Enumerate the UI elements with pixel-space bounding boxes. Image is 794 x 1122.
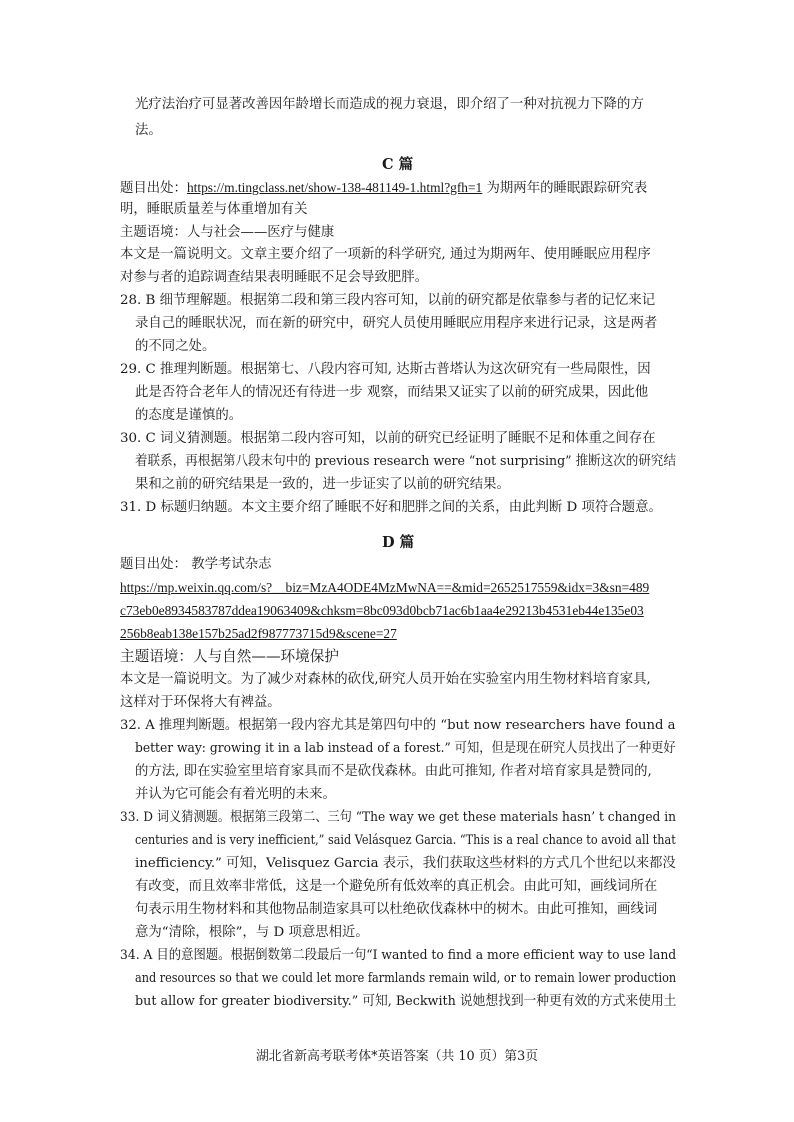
source-label: 题目出处： xyxy=(120,181,187,196)
answer-30-line: 着联系，再根据第八段末句中的 previous research were “not surprising” 推断这次的研究结 xyxy=(135,454,677,469)
answer-33-line: 33. D 词义猜测题。根据第三段第二、三句 “The way we get these materials hasn’ t changed in xyxy=(120,810,676,825)
theme-line: 主题语境：人与自然——环境保护 xyxy=(120,648,339,665)
answer-29-line: 的态度是谨慎的。 xyxy=(135,408,243,423)
section-d-heading: D 篇 xyxy=(382,534,415,551)
source-line xyxy=(120,178,647,199)
answer-28-line: 的不同之处。 xyxy=(135,339,216,354)
intro-line: 对参与者的追踪调查结果表明睡眠不足会导致肥胖。 xyxy=(120,270,428,285)
source-title-continued: 明，睡眠质量差与体重增加有关 xyxy=(120,202,308,217)
source-link[interactable]: c73eb0e8934583787ddea19063409&chksm=8bc093d0bcb71ac6b1aa4e29213b4531eb44e135e03 xyxy=(120,603,644,618)
answer-33-line: 句表示用生物材料和其他物品制造家具可以杜绝砍伐森林中的树木。由此可推知，画线词 xyxy=(135,902,658,917)
intro-line: 这样对于环保将大有裨益。 xyxy=(120,695,281,710)
answer-33-line: 有改变，而且效率非常低，这是一个避免所有低效率的真正机会。由此可知，画线词所在 xyxy=(135,879,658,894)
answer-32-line: 的方法, 即在实验室里培育家具而不是砍伐森林。由此可推知, 作者对培育家具是赞同的, xyxy=(135,764,652,779)
theme-line: 主题语境：人与社会——医疗与健康 xyxy=(120,225,335,240)
answer-28-line: 28. B 细节理解题。根据第二段和第三段内容可知，以前的研究都是依靠参与者的记忆来记 xyxy=(120,293,656,308)
answer-30-line: 30. C 词义猜测题。根据第二段内容可知，以前的研究已经证明了睡眠不足和体重之间存在 xyxy=(120,431,656,446)
answer-34-line: and resources so that we could let more farmlands remain wild, or to remain lower production xyxy=(135,971,677,986)
answer-29-line: 此是否符合老年人的情况还有待进一步 观察，而结果又证实了以前的研究成果，因此他 xyxy=(135,385,649,400)
source-title: 为期两年的睡眠跟踪研究表 xyxy=(482,181,648,196)
paragraph-line: 法。 xyxy=(135,123,162,138)
section-c-heading: C 篇 xyxy=(382,156,414,173)
intro-line: 本文是一篇说明文。为了减少对森林的砍伐,研究人员开始在实验室内用生物材料培育家具, xyxy=(120,672,651,687)
source-link[interactable]: https://mp.weixin.qq.com/s?__biz=MzA4ODE4MzMwNA==&mid=2652517559&idx=3&sn=489 xyxy=(120,580,650,595)
answer-33-line: inefficiency.” 可知，Velisquez Garcia 表示，我们获取这些材料的方式几个世纪以来都没 xyxy=(135,856,676,871)
answer-33-line: 意为“清除，根除”，与 D 项意思相近。 xyxy=(135,925,369,940)
source-line: 题目出处： 教学考试杂志 xyxy=(120,557,272,572)
answer-32-line: 32. A 推理判断题。根据第一段内容尤其是第四句中的 “but now researchers have found a xyxy=(120,718,676,733)
answer-34-line: but allow for greater biodiversity.” 可知, Beckwith 说她想找到一种更有效的方式来使用土 xyxy=(135,994,677,1009)
source-link[interactable]: 256b8eab138e157b25ad2f987773715d9&scene=27 xyxy=(120,626,397,641)
answer-32-line: better way: growing it in a lab instead of a forest.” 可知，但是现在研究人员找出了一种更好 xyxy=(135,741,676,756)
answer-34-line: 34. A 目的意图题。根据倒数第二段最后一句“I wanted to find a more efficient way to use land xyxy=(120,948,677,963)
answer-31-line: 31. D 标题归纳题。本文主要介绍了睡眠不好和肥胖之间的关系，由此判断 D 项符合题意。 xyxy=(120,500,662,515)
answer-28-line: 录自己的睡眠状况，而在新的研究中，研究人员使用睡眠应用程序来进行记录，这是两者 xyxy=(135,316,658,331)
answer-33-line: centuries and is very inefficient,” said Velásquez Garcia. “This is a real chance to avoid all that xyxy=(135,833,676,848)
answer-30-line: 果和之前的研究结果是一致的，进一步证实了以前的研究结果。 xyxy=(135,477,510,492)
source-link[interactable]: https://m.tingclass.net/show-138-481149-1.html?gfh=1 xyxy=(186,180,483,195)
answer-29-line: 29. C 推理判断题。根据第七、八段内容可知, 达斯古普塔认为这次研究有一些局限性，因 xyxy=(120,362,651,377)
intro-line: 本文是一篇说明文。文章主要介绍了一项新的科学研究, 通过为期两年、使用睡眠应用程序 xyxy=(120,247,651,262)
page-footer: 湖北省新高考联考体*英语答案（共 10 页）第3页 xyxy=(255,1049,539,1064)
paragraph-line: 光疗法治疗可显著改善因年龄增长而造成的视力衰退，即介绍了一种对抗视力下降的方 xyxy=(135,97,644,112)
answer-32-line: 并认为它可能会有着光明的未来。 xyxy=(135,787,336,802)
